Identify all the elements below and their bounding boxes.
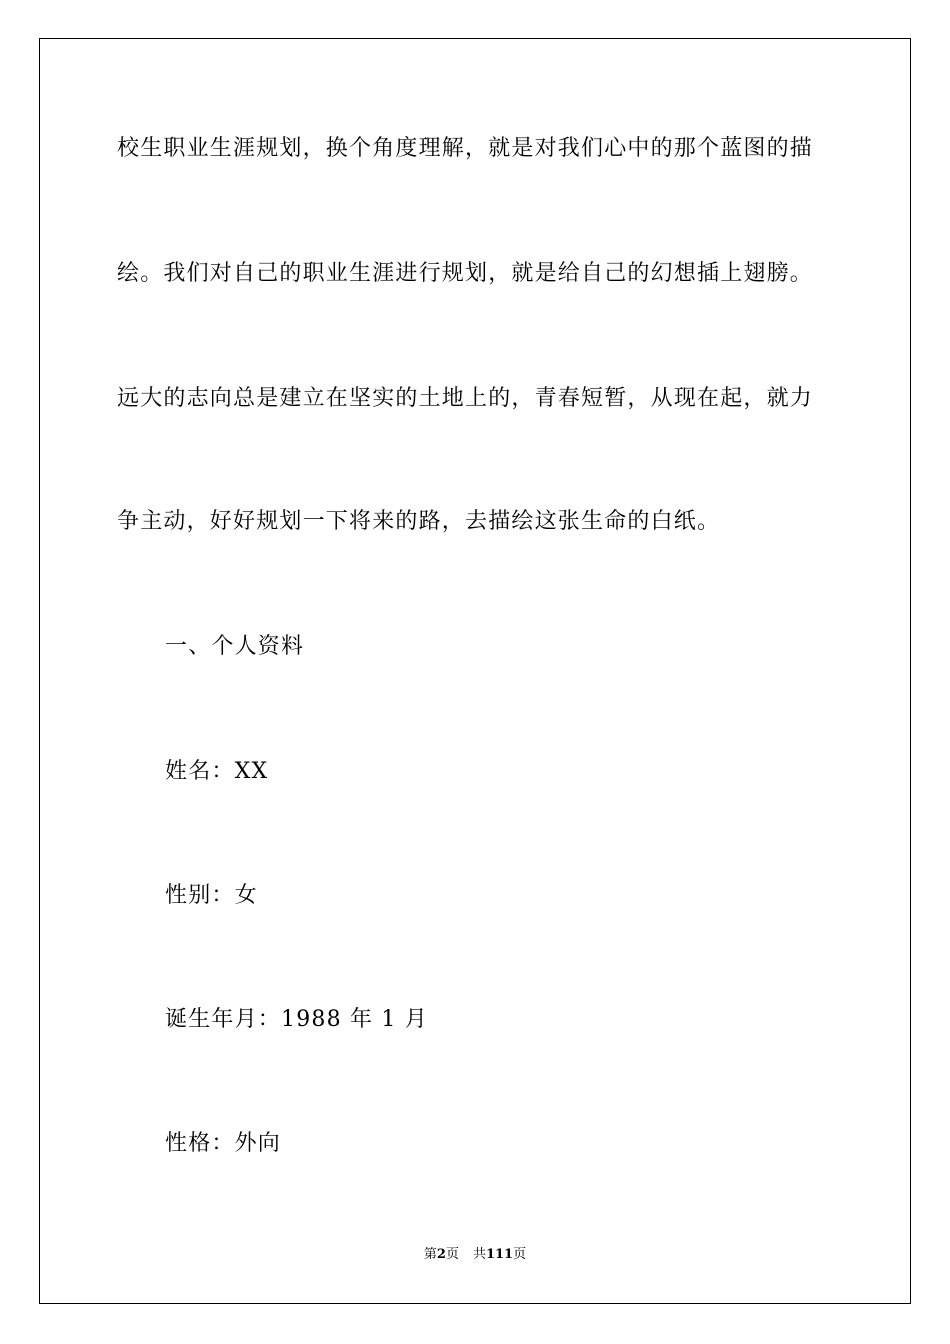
paragraph-line-1: 校生职业生涯规划，换个角度理解，就是对我们心中的那个蓝图的描 (117, 136, 814, 161)
page-border (39, 38, 911, 1304)
footer-total-pages: 111 (485, 1247, 514, 1262)
footer-page-unit: 页 (445, 1247, 459, 1262)
paragraph-line-4: 争主动，好好规划一下将来的路，去描绘这张生命的白纸。 (117, 509, 721, 534)
page-footer (0, 1246, 950, 1264)
field-gender: 性别：女 (165, 883, 258, 908)
footer-page-number: 2 (436, 1247, 446, 1262)
section-heading: 一、个人资料 (165, 634, 305, 659)
field-name: 姓名：XX (165, 759, 269, 784)
paragraph-line-2: 绘。我们对自己的职业生涯进行规划，就是给自己的幻想插上翅膀。 (117, 261, 814, 286)
paragraph-line-3: 远大的志向总是建立在坚实的土地上的，青春短暂，从现在起，就力 (117, 386, 814, 411)
footer-total-unit: 页 (513, 1247, 527, 1262)
footer-total-prefix: 共 (472, 1247, 486, 1262)
field-birth: 诞生年月：1988 年 1 月 (165, 1007, 428, 1032)
footer-prefix: 第 (423, 1247, 437, 1262)
field-personality: 性格：外向 (165, 1131, 282, 1156)
